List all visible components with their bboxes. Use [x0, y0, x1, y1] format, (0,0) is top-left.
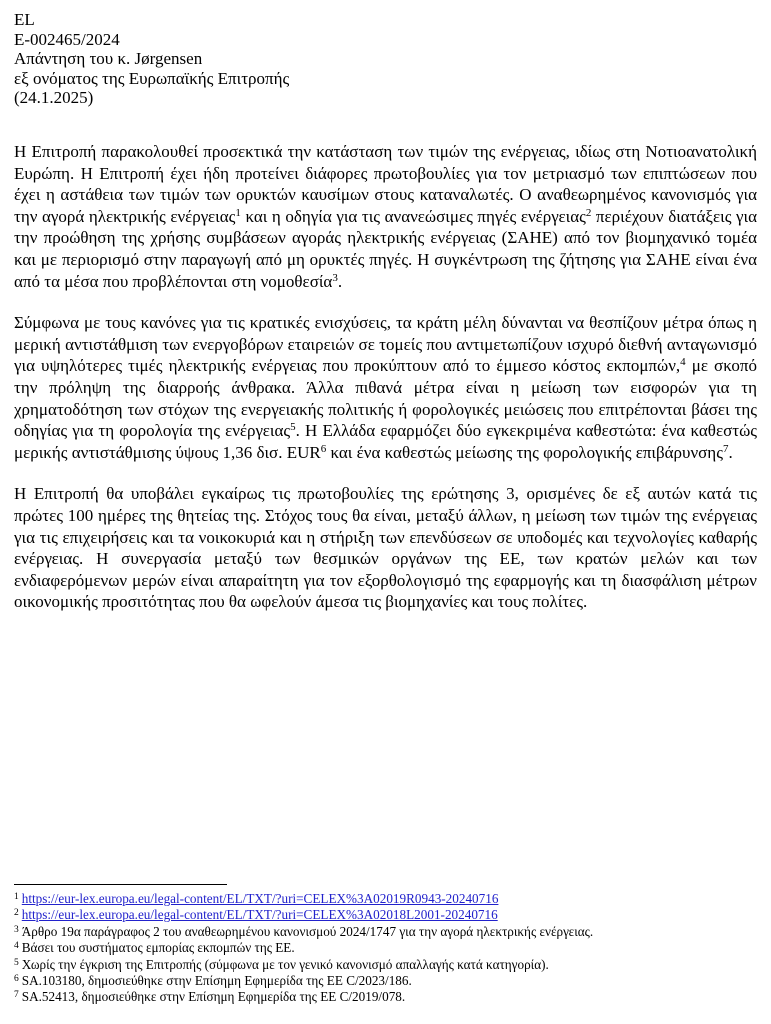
- footnote-list: [14, 891, 757, 1006]
- footnote-text: Βάσει του συστήματος εμπορίας εκπομπών της ΕΕ.: [21, 940, 295, 956]
- text-run: και η οδηγία για τις ανανεώσιμες πηγές ενέργειας: [240, 206, 586, 226]
- footnote-number: 2: [14, 908, 19, 919]
- footnote-text: SA.103180, δημοσιεύθηκε στην Επίσημη Εφημερίδα της ΕΕ C/2023/186.: [21, 973, 412, 989]
- footnote-number: 3: [14, 924, 19, 935]
- footnote-ref: 1: [235, 206, 241, 219]
- body-paragraph: [14, 312, 757, 463]
- footnote-link[interactable]: https://eur-lex.europa.eu/legal-content/EL/TXT/?uri=CELEX%3A02019R0943-20240716: [21, 891, 499, 906]
- text-run: .: [337, 271, 343, 291]
- footnote-text: Χωρίς την έγκριση της Επιτροπής (σύμφωνα με τον γενικό κανονισμό απαλλαγής κατά κατηγορία).: [21, 956, 549, 972]
- footnote: [14, 924, 757, 940]
- footnote-ref: 6: [320, 442, 327, 455]
- footnote: [14, 989, 757, 1005]
- text-run: Η Επιτροπή παρακολουθεί προσεκτικά την κατάσταση των τιμών της ενέργειας, ιδίως στη Νοτιοανατολική Ευρώπη. Η Επιτροπή έχει ήδη προτείνει διάφορες πρωτοβουλίες για τον μετριασμό των επιπτώσεων που έχει η αστάθεια των τιμών των ορυκτών καυσίμων στους καταναλωτές. Ο αναθεωρημένος κανονισμός για την αγορά ηλεκτρικής ενέργειας: [14, 142, 757, 226]
- on-behalf-line: εξ ονόματος της Ευρωπαϊκής Επιτροπής: [14, 68, 290, 88]
- text-run: Η Επιτροπή θα υποβάλει εγκαίρως τις πρωτοβουλίες της ερώτησης 3, ορισμένες δε εξ αυτών κατά τις πρώτες 100 ημέρες της θητείας της. Στόχος τους θα είναι, μεταξύ άλλων, η μείωση των τιμών της ενέργειας για τις επιχειρήσεις και τα νοικοκυριά και η στήριξη των επενδύσεων σε υποδομές και τεχνολογίες καθαρής ενέργειας. Η συνεργασία μεταξύ των θεσμικών οργάνων της ΕΕ, των κρατών μελών και των ενδιαφερόμενων μερών είναι απαραίτητη για τον εξορθολογισμό της εφαρμογής και τη διασφάλιση μέτρων οικονομικής προσιτότητας που θα ωφελούν άμεσα τις βιομηχανίες και τους πολίτες.: [14, 484, 757, 612]
- footnote-number: 6: [14, 974, 19, 985]
- answer-date: (24.1.2025): [14, 88, 94, 107]
- text-run: . Η Ελλάδα εφαρμόζει δύο εγκεκριμένα καθεστώτα: ένα καθεστώς μερικής αντιστάθμισης ύψους 1,36 δισ. EUR: [14, 421, 758, 462]
- footnote: [14, 940, 757, 956]
- body-paragraph: [14, 141, 757, 292]
- footnote-separator: [14, 884, 227, 885]
- answer-author-line: Απάντηση του κ. Jørgensen: [14, 49, 203, 68]
- body-paragraph: [14, 483, 757, 613]
- footnote-number: 7: [14, 990, 19, 1001]
- footnote-ref: 3: [332, 271, 338, 284]
- footnote-ref: 5: [290, 421, 296, 434]
- footnote-ref: 2: [585, 206, 592, 219]
- text-run: περιέχουν διατάξεις για την προώθηση της χρήσης συμβάσεων αγοράς ηλεκτρικής ενέργειας (ΣΑΗΕ) από τον βιομηχανικό τομέα και με περιορισμό στην παραγωγή από μη ορυκτές πηγές. Η συγκέντρωση της ζήτησης για ΣΑΗΕ είναι ένα από τα μέσα που προβλέπονται στη νομοθεσία: [14, 206, 758, 291]
- text-run: .: [728, 442, 733, 462]
- footnote: [14, 891, 757, 907]
- footnote: [14, 907, 757, 923]
- footnote: [14, 957, 757, 973]
- footnote-text: SA.52413, δημοσιεύθηκε στην Επίσημη Εφημερίδα της ΕΕ C/2019/078.: [21, 989, 406, 1005]
- footnote-text: Άρθρο 19α παράγραφος 2 του αναθεωρημένου κανονισμού 2024/1747 για την αγορά ηλεκτρικής ενέργειας.: [21, 923, 594, 939]
- footnotes-section: [14, 884, 757, 1006]
- footnote-link[interactable]: https://eur-lex.europa.eu/legal-content/EL/TXT/?uri=CELEX%3A02018L2001-20240716: [21, 907, 498, 923]
- question-number: E-002465/2024: [14, 29, 120, 49]
- text-run: και ένα καθεστώς μείωσης της φορολογικής επιβάρυνσης: [326, 442, 723, 462]
- document-body: [14, 141, 757, 633]
- footnote-number: 5: [14, 957, 19, 968]
- document-header: [14, 10, 757, 108]
- footnote-ref: 7: [722, 442, 729, 455]
- text-run: Σύμφωνα με τους κανόνες για τις κρατικές ενισχύσεις, τα κράτη μέλη δύνανται να θεσπίζουν μέτρα όπως η μερική αντιστάθμιση των ενεργοβόρων εταιρειών σε τομείς που αντιμετωπίζουν ισχυρό διεθνή ανταγωνισμό για υψηλότερες τιμές ηλεκτρικής ενέργειας που προκύπτουν από το έμμεσο κόστος εκπομπών,: [14, 313, 757, 376]
- footnote-ref: 4: [680, 356, 686, 369]
- footnote-number: 1: [14, 892, 19, 902]
- text-run: με σκοπό την πρόληψη της διαρροής άνθρακα. Άλλα πιθανά μέτρα είναι η μείωση των εισφορών για τη χρηματοδότηση των στόχων της ενεργειακής πολιτικής ή φορολογικές μειώσεις που επιτρέπονται βάσει της οδηγίας για τη φορολογία της ενέργειας: [14, 356, 757, 441]
- footnote: [14, 973, 757, 989]
- language-code: EL: [14, 10, 35, 29]
- footnote-number: 4: [14, 941, 19, 952]
